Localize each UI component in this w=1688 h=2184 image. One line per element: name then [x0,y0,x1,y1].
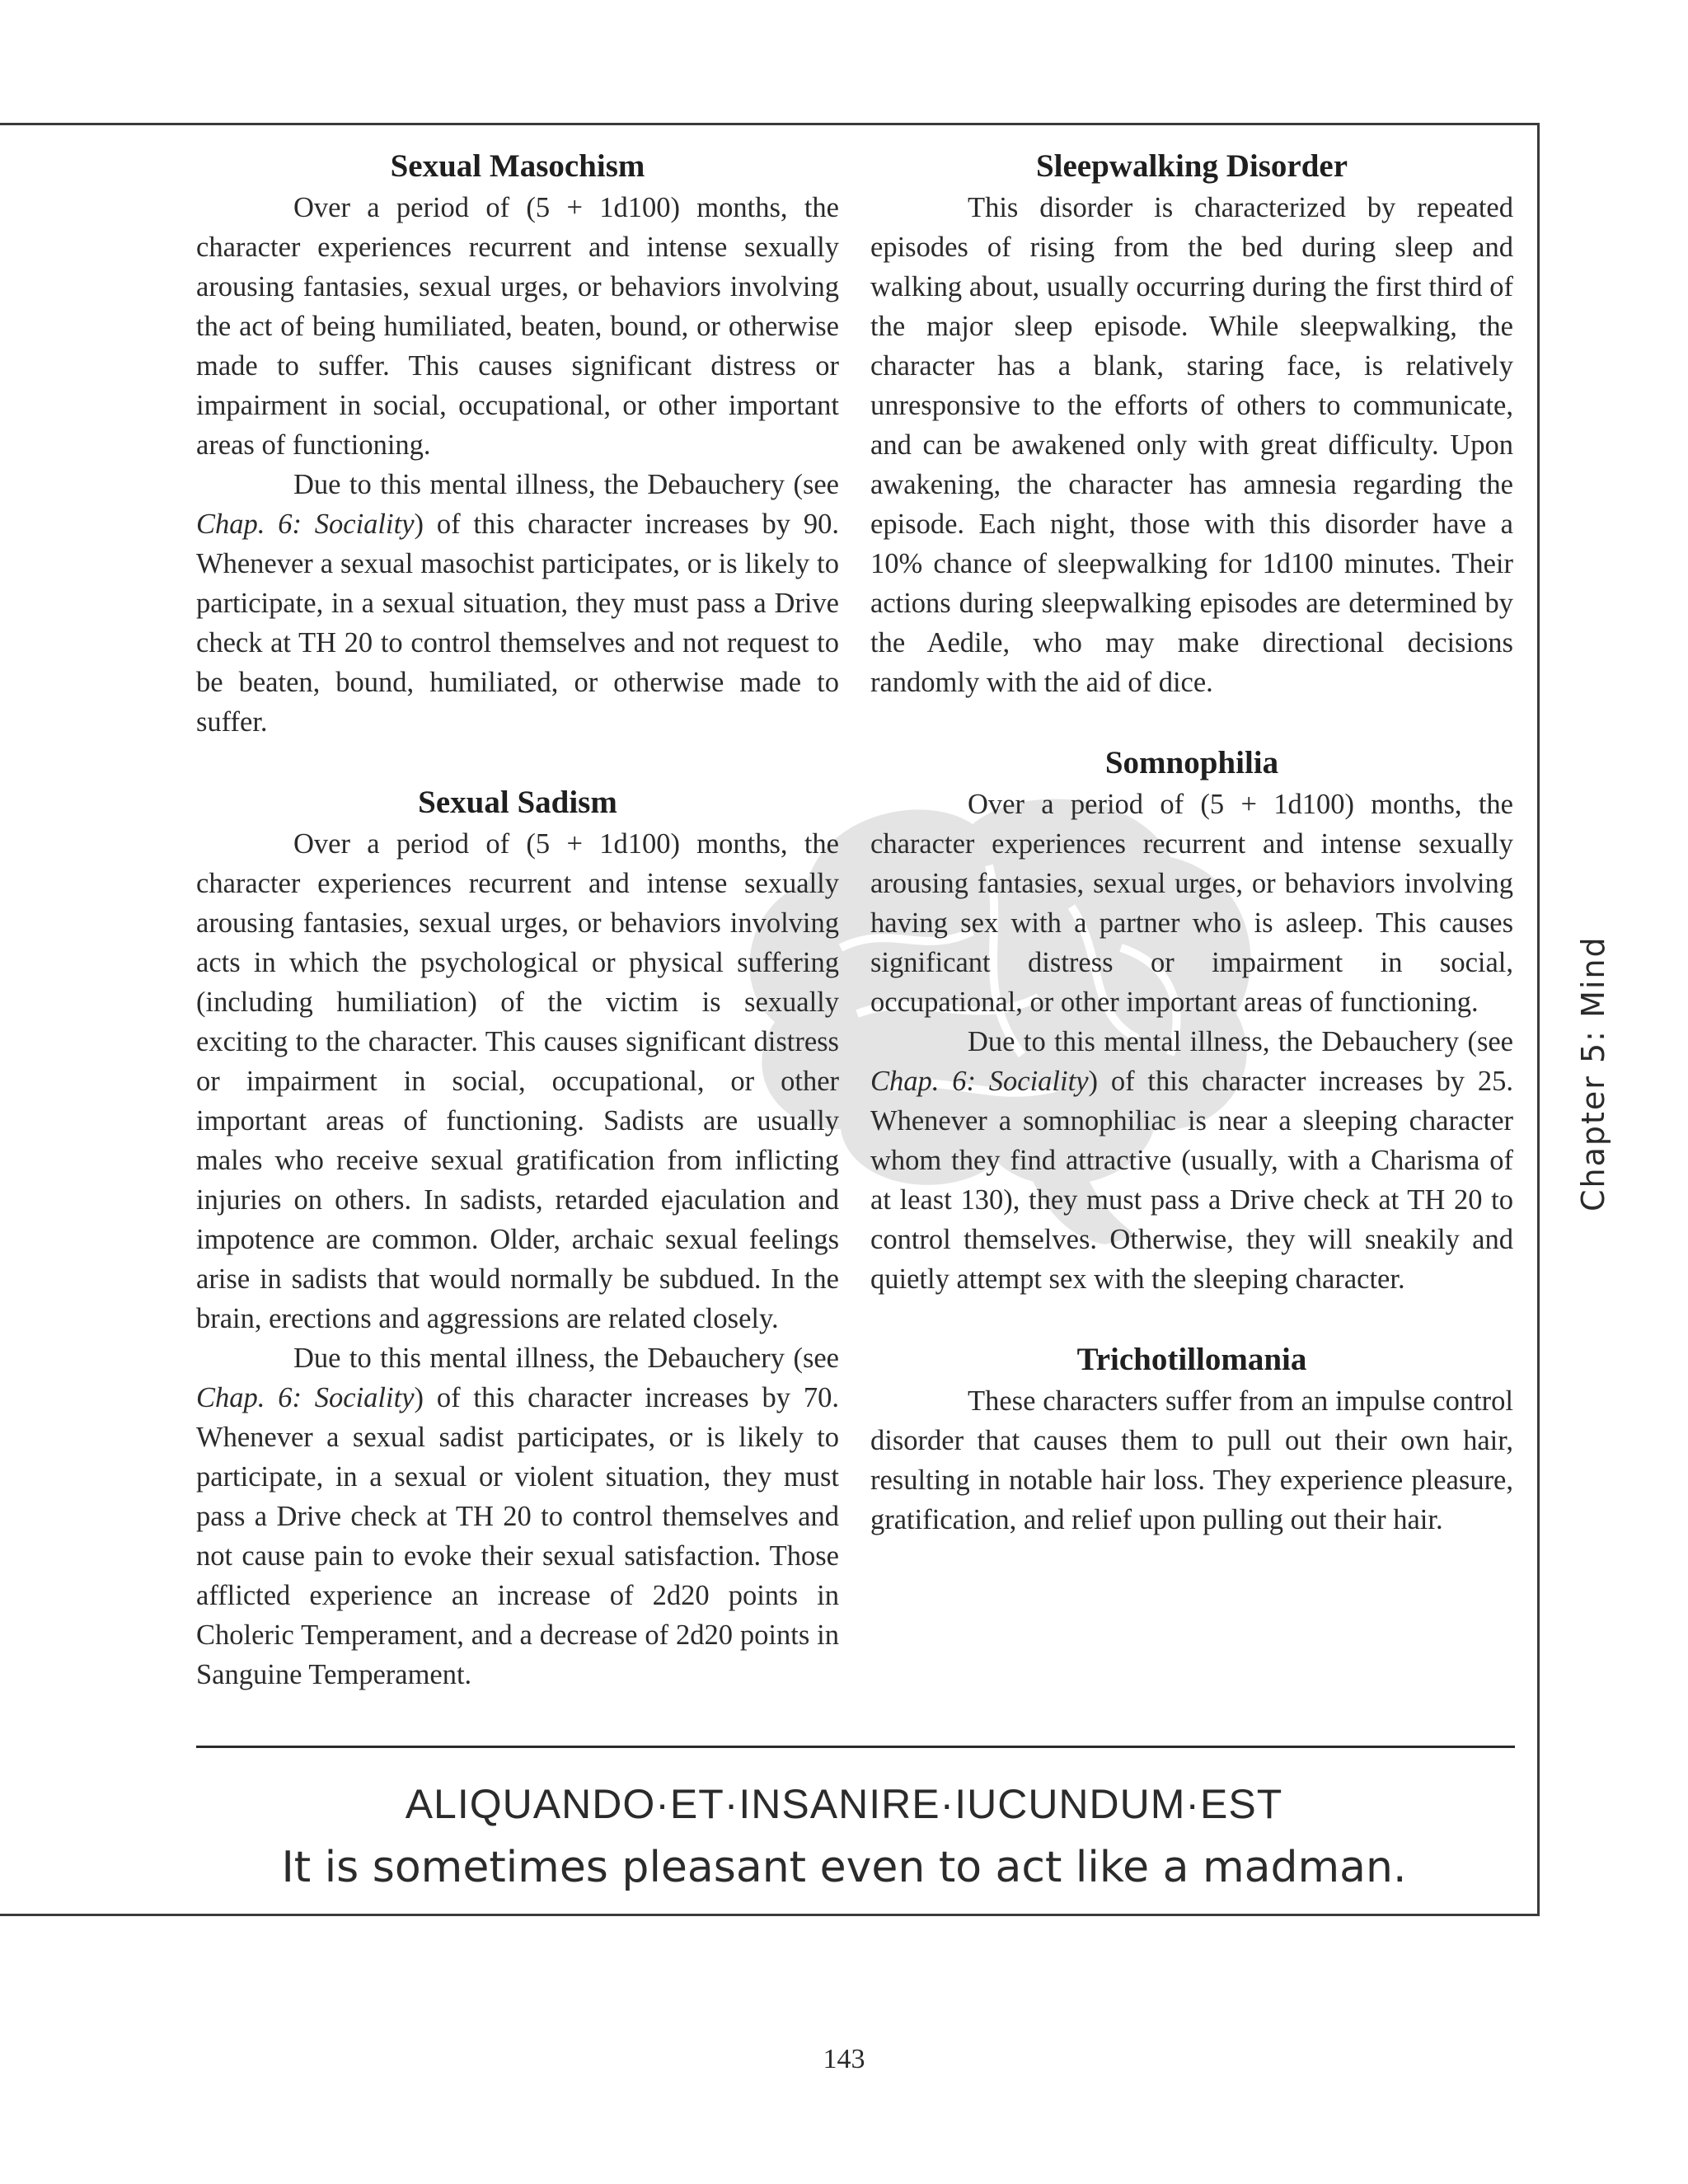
paragraph [196,465,839,742]
section-sleepwalking-disorder [870,145,1513,702]
paragraph [196,1338,839,1694]
paragraph-text: Due to this mental illness, the Debauchery (see [968,1026,1513,1057]
paragraph: Over a period of (5 + 1d100) months, the character experiences recurrent and intense sexually arousing fantasies, sexual urges, or behaviors involving acts in which the psychological or physical suffering (including humiliation) of the victim is sexually exciting to the character. This causes significant distress or impairment in social, occupational, or other important areas of functioning. Sadists are usually males who receive sexual gratification from inflicting injuries on others. In sadists, retarded ejaculation and impotence are common. Older, archaic sexual feelings arise in sadists that would normally be subdued. In the brain, erections and aggressions are related closely. [196,828,839,1334]
frame-bottom-rule [0,1914,1540,1916]
left-column [196,145,839,1734]
page-number: 143 [823,2044,865,2074]
paragraph: This disorder is characterized by repeated episodes of rising from the bed during sleep and walking about, usually occurring during the first third of the major sleep episode. While sleepwalking, the character has a blank, staring face, is relatively unresponsive to the efforts of others to communicate, and can be awakened only with great difficulty. Upon awakening, the character has amnesia regarding the episode. Each night, those with this disorder have a 10% chance of sleepwalking for 1d100 minutes. Their actions during sleepwalking episodes are determined by the Aedile, who may make directional decisions randomly with the aid of dice. [870,192,1513,698]
section-trichotillomania [870,1338,1513,1540]
section-sexual-sadism [196,781,839,1694]
section-divider-rule [196,1746,1515,1748]
paragraph-text: ) of this character increases by 70. Whenever a sexual sadist participates, or is likely to participate, in a sexual or violent situation, they must pass a Drive check at TH 20 to control themselves and not cause pain to evoke their sexual satisfaction. Those afflicted experience an increase of 2d20 points in Choleric Temperament, and a decrease of 2d20 points in Sanguine Temperament. [196,1382,839,1690]
section-title: Sleepwalking Disorder [1035,148,1348,184]
section-title: Sexual Masochism [390,148,645,184]
frame-right-rule [1537,123,1540,1916]
section-title: Sexual Sadism [418,785,617,820]
chapter-side-label: Chapter 5: Mind [1575,935,1611,1212]
paragraph-text: ) of this character increases by 25. Whenever a somnophiliac is near a sleeping character whom they find attractive (usually, with a Charisma of at least 130), they must pass a Drive check at TH 20 to control themselves. Otherwise, they will sneakily and quietly attempt sex with the sleeping character. [870,1066,1513,1295]
chapter-reference: Chap. 6: Sociality [196,509,415,540]
section-title: Trichotillomania [1076,1342,1307,1377]
right-column [870,145,1513,1579]
paragraph: Over a period of (5 + 1d100) months, the character experiences recurrent and intense sexually arousing fantasies, sexual urges, or behaviors involving the act of being humiliated, beaten, bound, or otherwise made to suffer. This causes significant distress or impairment in social, occupational, or other important areas of functioning. [196,192,839,461]
chapter-reference: Chap. 6: Sociality [196,1382,415,1413]
section-sexual-masochism [196,145,839,742]
section-title: Somnophilia [1104,745,1279,780]
paragraph: Over a period of (5 + 1d100) months, the character experiences recurrent and intense sexually arousing fantasies, sexual urges, or behaviors involving having sex with a partner who is asleep. This causes significant distress or impairment in social, occupational, or other important areas of functioning. [870,789,1513,1018]
paragraph-text: Due to this mental illness, the Debauchery (see [293,469,839,500]
chapter-reference: Chap. 6: Sociality [870,1066,1089,1097]
paragraph [870,1022,1513,1299]
paragraph: These characters suffer from an impulse control disorder that causes them to pull out their own hair, resulting in notable hair loss. They experience pleasure, gratification, and relief upon pulling out their hair. [870,1385,1513,1535]
frame-top-rule [0,123,1540,125]
english-translation: It is sometimes pleasant even to act like a madman. [281,1843,1407,1892]
latin-motto: ALIQUANDO·ET·INSANIRE·IUCUNDUM·EST [405,1781,1283,1827]
paragraph-text: ) of this character increases by 90. Whenever a sexual masochist participates, or is likely to participate, in a sexual situation, they must pass a Drive check at TH 20 to control themselves and not request to be beaten, bound, humiliated, or otherwise made to suffer. [196,509,839,738]
section-somnophilia [870,742,1513,1299]
paragraph-text: Due to this mental illness, the Debauchery (see [293,1343,839,1374]
